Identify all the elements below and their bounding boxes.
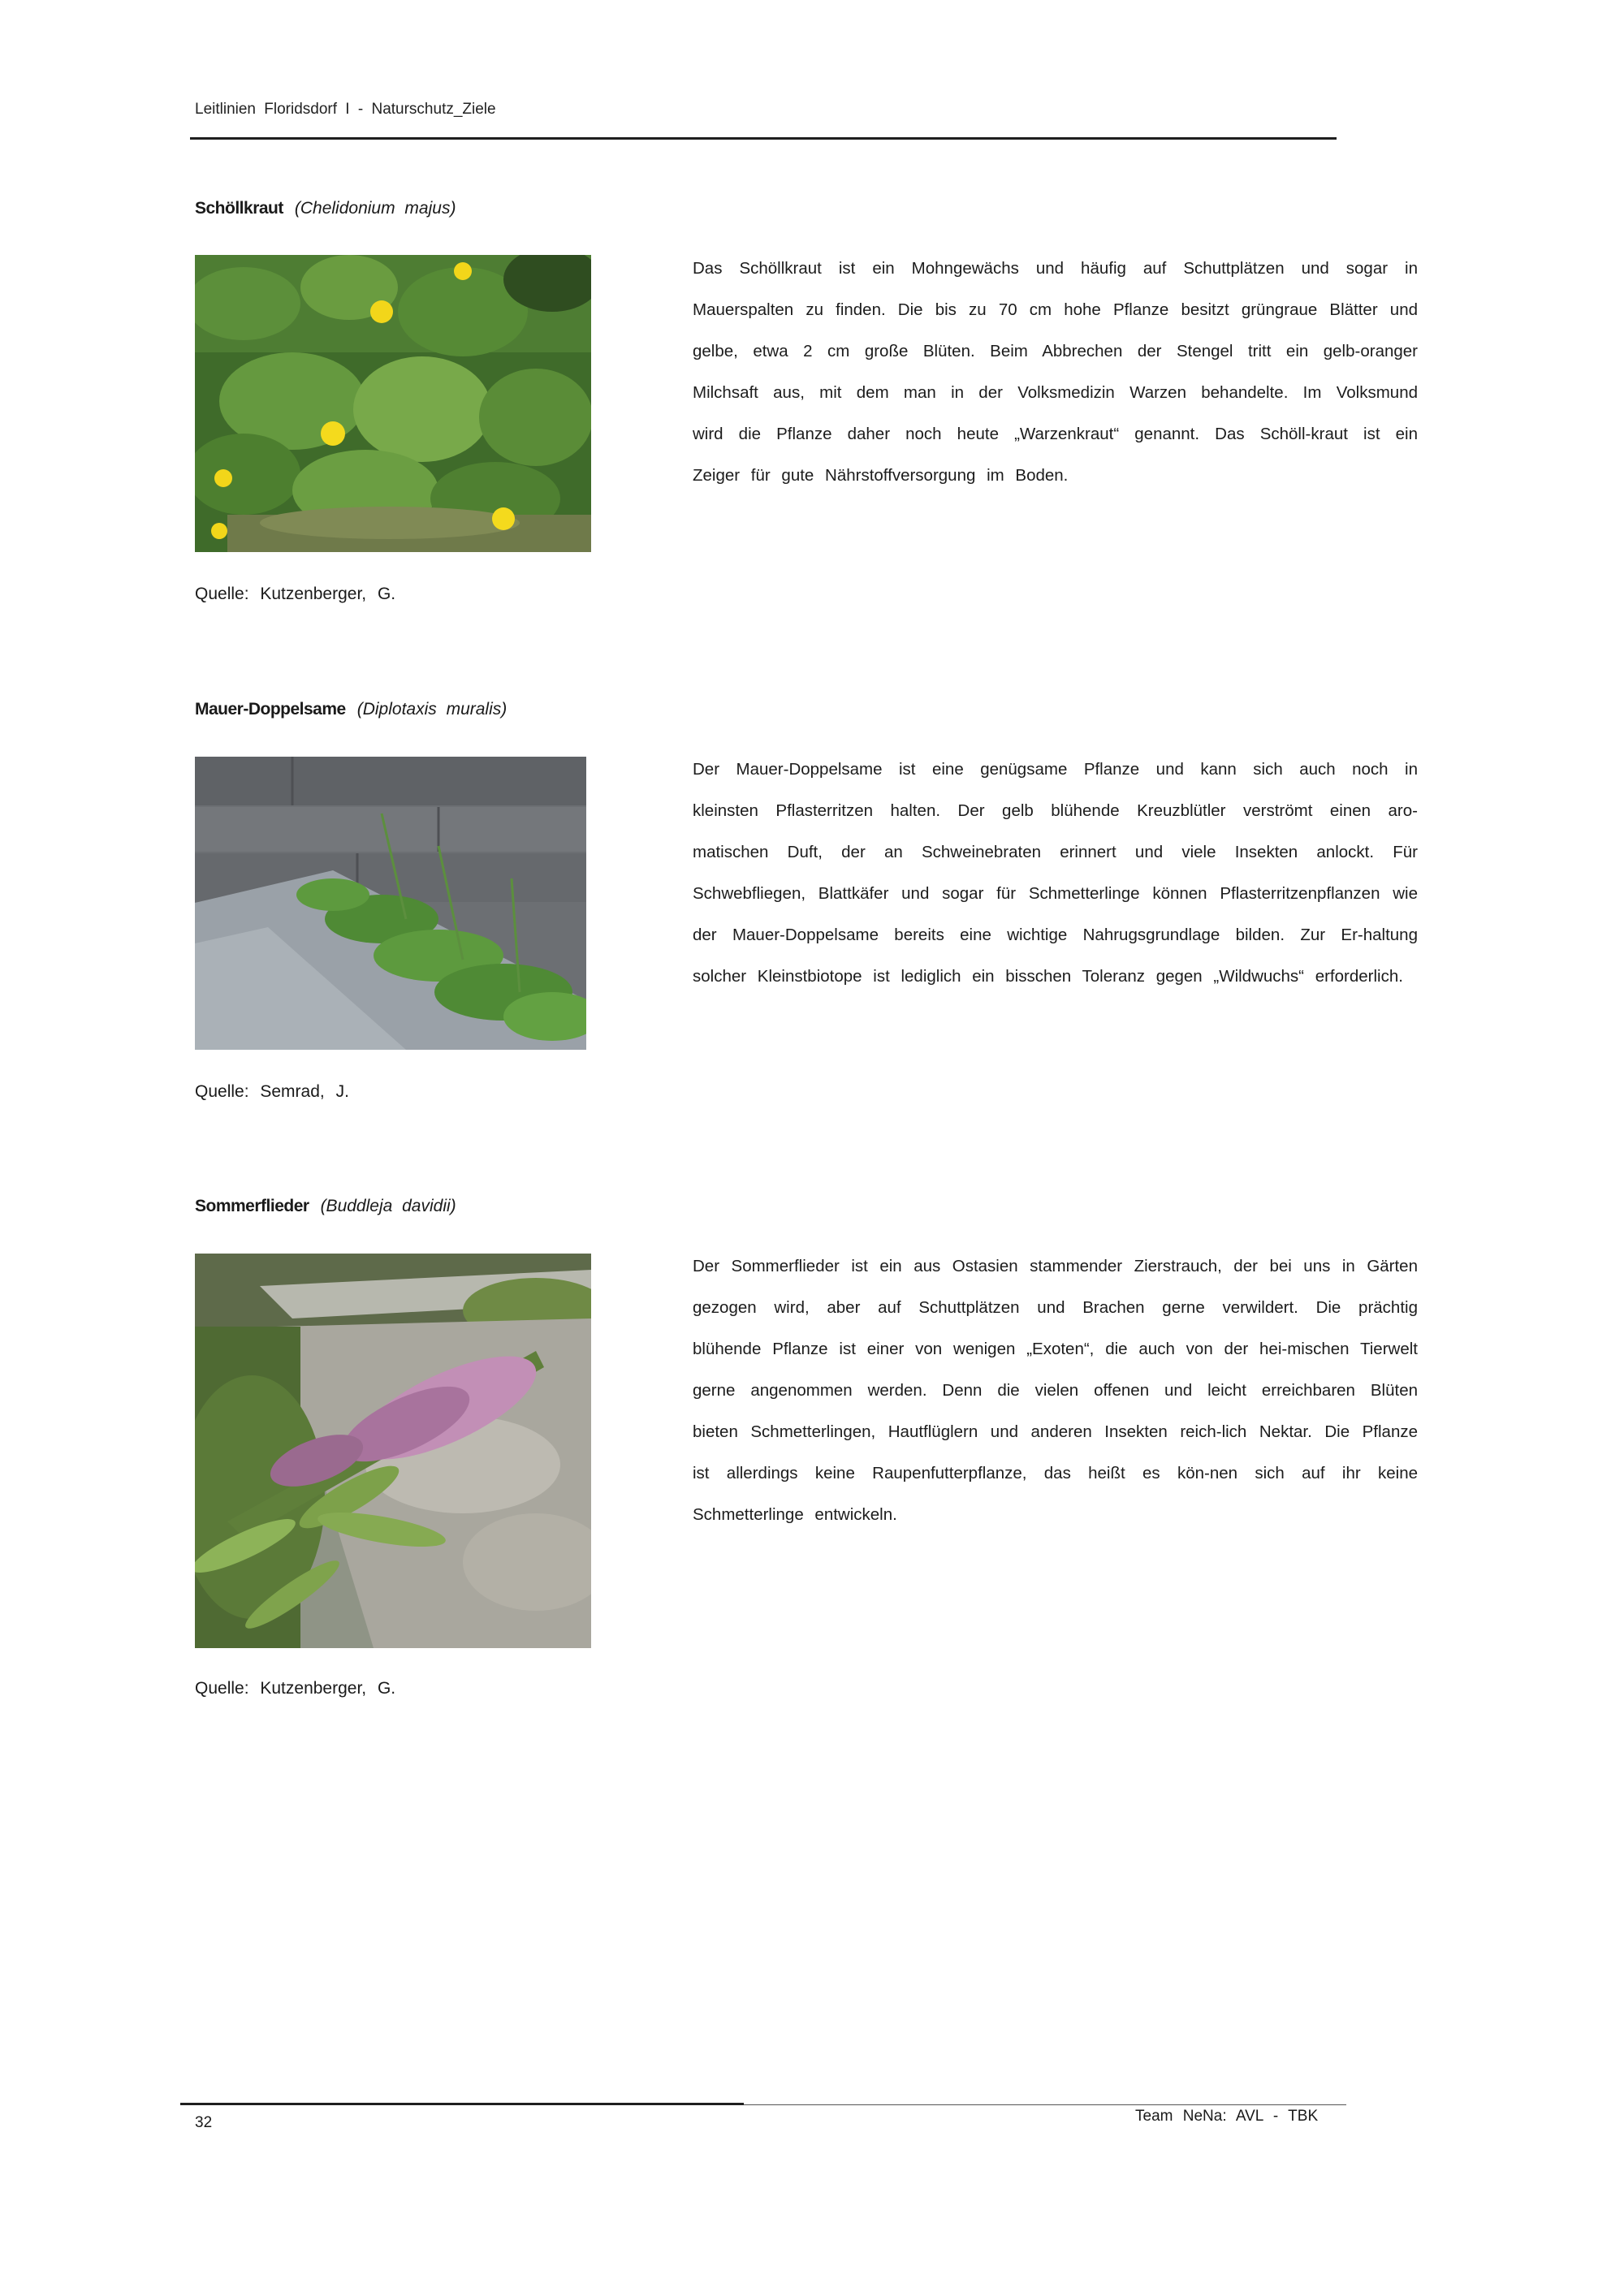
photo-source: Quelle: Kutzenberger, G. — [195, 585, 396, 603]
plant-description: Das Schöllkraut ist ein Mohngewächs und häufig auf Schuttplätzen und sogar in Mauerspalten zu finden. Die bis zu 70 cm hohe Pflanze besitzt grüngraue Blätter und gelbe, etwa 2 cm große Blüten. Beim Abbrechen der Stengel tritt ein gelb-oranger Milchsaft aus, mit dem man in der Volksmedizin Warzen behandelte. Im Volksmund wird die Pflanze daher noch heute „Warzenkraut“ genannt. Das Schöll-kraut ist ein Zeiger für gute Nährstoffversorgung im Boden. — [693, 259, 1418, 485]
plant-latin-name: (Chelidonium majus) — [294, 199, 456, 218]
plant-title — [195, 700, 507, 719]
plant-common-name: Schöllkraut — [195, 199, 283, 218]
plant-title — [195, 1197, 456, 1216]
plant-description: Der Mauer-Doppelsame ist eine genügsame Pflanze und kann sich auch noch in kleinsten Pflasterritzen halten. Der gelb blühende Kreuzblütler verströmt einen aro-matischen Duft, der an Schweinebraten erinnert und viele Insekten anlockt. Für Schwebfliegen, Blattkäfer und sogar für Schmetterlinge können Pflasterritzenpflanzen wie der Mauer-Doppelsame bereits eine wichtige Nahrugsgrundlage bilden. Zur Er-haltung solcher Kleinstbiotope ist lediglich ein bisschen Toleranz gegen „Wildwuchs“ erforderlich. — [693, 760, 1418, 986]
page-number: 32 — [195, 2114, 213, 2131]
celandine-photo-icon — [195, 255, 591, 552]
photo-source: Quelle: Semrad, J. — [195, 1082, 349, 1101]
plant-title — [195, 199, 456, 218]
footer-rule-accent — [180, 2103, 744, 2105]
footer-team: Team NeNa: AVL - TBK — [1135, 2108, 1319, 2125]
butterfly-bush-photo-icon — [195, 1254, 591, 1648]
plant-common-name: Mauer-Doppelsame — [195, 700, 346, 719]
plant-common-name: Sommerflieder — [195, 1197, 309, 1215]
running-header: Leitlinien Floridsdorf I - Naturschutz_Ziele — [195, 101, 496, 118]
plant-description: Der Sommerflieder ist ein aus Ostasien stammender Zierstrauch, der bei uns in Gärten gezogen wird, aber auf Schuttplätzen und Brachen gerne verwildert. Die prächtig blühende Pflanze ist einer von wenigen „Exoten“, die auch von der hei-mischen Tierwelt gerne angenommen werden. Denn die vielen offenen und leicht erreichbaren Blüten bieten Schmetterlingen, Hautflüglern und anderen Insekten reich-lich Nektar. Die Pflanze ist allerdings keine Raupenfutterpflanze, das heißt es kön-nen sich auf ihr keine Schmetterlinge entwickeln. — [693, 1257, 1418, 1524]
plant-latin-name: (Diplotaxis muralis) — [356, 700, 508, 719]
photo-source: Quelle: Kutzenberger, G. — [195, 1679, 396, 1698]
plant-latin-name: (Buddleja davidii) — [320, 1197, 456, 1215]
wall-rocket-photo-icon — [195, 757, 586, 1050]
header-rule — [190, 137, 1337, 140]
